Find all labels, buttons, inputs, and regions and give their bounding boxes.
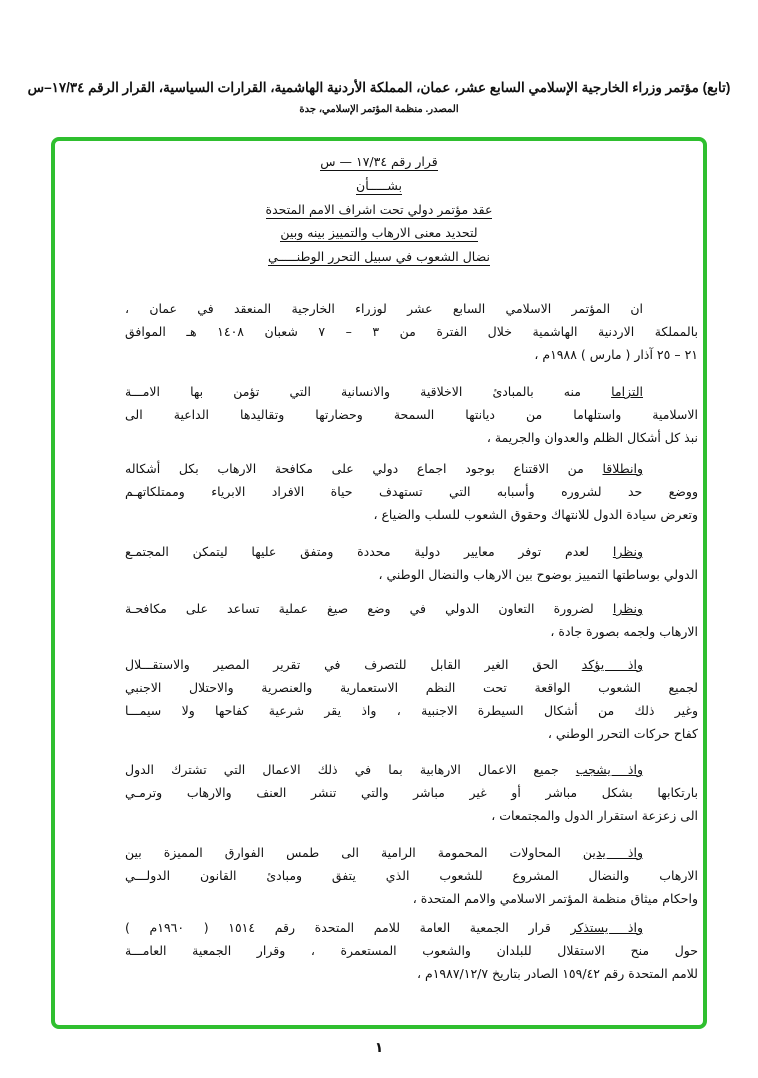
page-number: ١ bbox=[374, 1040, 384, 1056]
paragraph-line bbox=[125, 916, 698, 939]
paragraph-line bbox=[125, 939, 698, 962]
paragraph-text: كفاح حركات التحرر الوطني ، bbox=[547, 726, 698, 741]
paragraph-line bbox=[125, 699, 698, 722]
paragraph-text: لجميع الشعوب الواقعة تحت النظم الاستعمارية والعنصرية والاحتلال الاجنبي bbox=[125, 680, 698, 695]
resolution-about: بشـــــأن bbox=[356, 178, 402, 193]
paragraph-line bbox=[125, 457, 698, 480]
paragraph-text: ووضع حد لشروره وأسبابه التي تستهدف حياة الافراد الابرياء وممتلكاتهـم bbox=[125, 484, 698, 499]
paragraph-lead: التزاما bbox=[611, 384, 643, 399]
paragraph bbox=[125, 380, 698, 449]
paragraph-lead: واذ يؤكد bbox=[581, 657, 643, 672]
paragraph-line bbox=[125, 403, 698, 426]
paragraph-line bbox=[125, 653, 698, 676]
paragraph bbox=[125, 916, 698, 985]
paragraph bbox=[125, 841, 698, 910]
resolution-subject-line: لتحديد معنى الارهاب والتمييز بينه وبين bbox=[280, 225, 478, 240]
paragraph-line bbox=[125, 320, 698, 343]
paragraph-lead: وانطلاقا bbox=[602, 461, 643, 476]
paragraph-text: منه بالمبادئ الاخلاقية والانسانية التي تؤمن بها الامـــة bbox=[125, 384, 612, 399]
paragraph-lead: ونظرا bbox=[612, 601, 643, 616]
paragraph-line bbox=[125, 676, 698, 699]
paragraph-text: ان المؤتمر الاسلامي السابع عشر لوزراء الخارجية المنعقد في عمان ، bbox=[125, 301, 643, 316]
paragraph-line bbox=[125, 540, 698, 563]
paragraph-text: الارهاب ولجمه بصورة جادة ، bbox=[550, 624, 698, 639]
paragraph-text: لعدم توفر معايير دولية محددة ومتفق عليها ليتمكن المجتمـع bbox=[125, 544, 613, 559]
paragraph-line bbox=[125, 503, 698, 526]
paragraph-text: الدولي بوساطتها التمييز بوضوح بين الارهاب والنضال الوطني ، bbox=[378, 567, 698, 582]
paragraph bbox=[125, 540, 698, 586]
paragraph-text: بالمملكة الاردنية الهاشمية خلال الفترة من ٣ – ٧ شعبان ١٤٠٨ هـ الموافق bbox=[125, 324, 698, 339]
paragraph-line bbox=[125, 758, 698, 781]
paragraph-text: لضرورة التعاون الدولي في وضع صيغ عملية تساعد على مكافحـة bbox=[125, 601, 613, 616]
paragraph-text: الى زعزعة استقرار الدول والمجتمعات ، bbox=[491, 808, 698, 823]
paragraph-line bbox=[125, 841, 698, 864]
paragraph-text: الاسلامية واستلهاما من ديانتها السمحة وحضارتها وتقاليدها الداعية الى bbox=[125, 407, 698, 422]
paragraph-line bbox=[125, 962, 698, 985]
paragraph-text: نبذ كل أشكال الظلم والعدوان والجريمة ، bbox=[486, 430, 698, 445]
paragraph-line bbox=[125, 864, 698, 887]
resolution-number: قرار رقم ١٧/٣٤ — س bbox=[320, 154, 438, 169]
paragraph-line bbox=[125, 620, 698, 643]
resolution-subject-line: عقد مؤتمر دولي تحت اشراف الامم المتحدة bbox=[265, 202, 493, 217]
document-source: المصدر. منظمة المؤتمر الإسلامي، جدة bbox=[299, 104, 459, 115]
paragraph-text: واحكام ميثاق منظمة المؤتمر الاسلامي والامم المتحدة ، bbox=[412, 891, 698, 906]
paragraph-text: حول منح الاستقلال للبلدان والشعوب المستعمرة ، وقرار الجمعية العامـــة bbox=[125, 943, 698, 958]
paragraph-text: الحق الغير القابل للتصرف في تقرير المصير والاستقـــلال bbox=[125, 657, 582, 672]
paragraph-line bbox=[125, 343, 698, 366]
paragraph-line bbox=[125, 597, 698, 620]
paragraph-text: وتعرض سيادة الدول للانتهاك وحقوق الشعوب للسلب والضياع ، bbox=[373, 507, 698, 522]
paragraph bbox=[125, 653, 698, 745]
paragraph-text: وغير ذلك من أشكال السيطرة الاجنبية ، واذ يقر شرعية كفاحها ولا سيمـــا bbox=[125, 703, 698, 718]
paragraph-lead: واذ يستذكر bbox=[570, 920, 643, 935]
paragraph bbox=[125, 758, 698, 827]
paragraph-line bbox=[125, 563, 698, 586]
paragraph-lead: واذ يشجب bbox=[575, 762, 644, 777]
paragraph-text: جميع الاعمال الارهابية بما في ذلك الاعمال التي تشترك الدول bbox=[125, 762, 576, 777]
paragraph-line bbox=[125, 722, 698, 745]
paragraph-line bbox=[125, 380, 698, 403]
paragraph-lead: واذ يدين bbox=[582, 845, 643, 860]
paragraph-line bbox=[125, 804, 698, 827]
paragraph-text: الارهاب والنضال المشروع للشعوب الذي يتفق ومبادئ القانون الدولـــي bbox=[125, 868, 698, 883]
paragraph-text: المحاولات المحمومة الرامية الى طمس الفوارق المميزة بين bbox=[125, 845, 583, 860]
paragraph-line bbox=[125, 297, 698, 320]
paragraph bbox=[125, 297, 698, 366]
paragraph bbox=[125, 597, 698, 643]
paragraph-lead: ونظرا bbox=[612, 544, 643, 559]
paragraph-text: بارتكابها بشكل مباشر أو غير مباشر والتي تنشر العنف والارهاب وترمـي bbox=[125, 785, 698, 800]
paragraph-line bbox=[125, 781, 698, 804]
paragraph bbox=[125, 457, 698, 526]
paragraph-text: للامم المتحدة رقم ١٥٩/٤٢ الصادر بتاريخ ١٩٨٧/١٢/٧م ، bbox=[416, 966, 698, 981]
paragraph-text: من الاقتناع بوجود اجماع دولي على مكافحة الارهاب بكل أشكاله bbox=[125, 461, 603, 476]
paragraph-text: قرار الجمعية العامة للامم المتحدة رقم ١٥١٤ ( ١٩٦٠م ) bbox=[125, 920, 571, 935]
document-header-title: (تابع) مؤتمر وزراء الخارجية الإسلامي السابع عشر، عمان، المملكة الأردنية الهاشمية، القرارات السياسية، القرار الرقم ١٧/٣٤–س bbox=[27, 80, 731, 95]
resolution-subject-line: نضال الشعوب في سبيل التحرر الوطنـــــي bbox=[268, 249, 490, 264]
paragraph-line bbox=[125, 887, 698, 910]
paragraph-text: ٢١ – ٢٥ آذار ( مارس ) ١٩٨٨م ، bbox=[534, 347, 698, 362]
paragraph-line bbox=[125, 426, 698, 449]
paragraph-line bbox=[125, 480, 698, 503]
